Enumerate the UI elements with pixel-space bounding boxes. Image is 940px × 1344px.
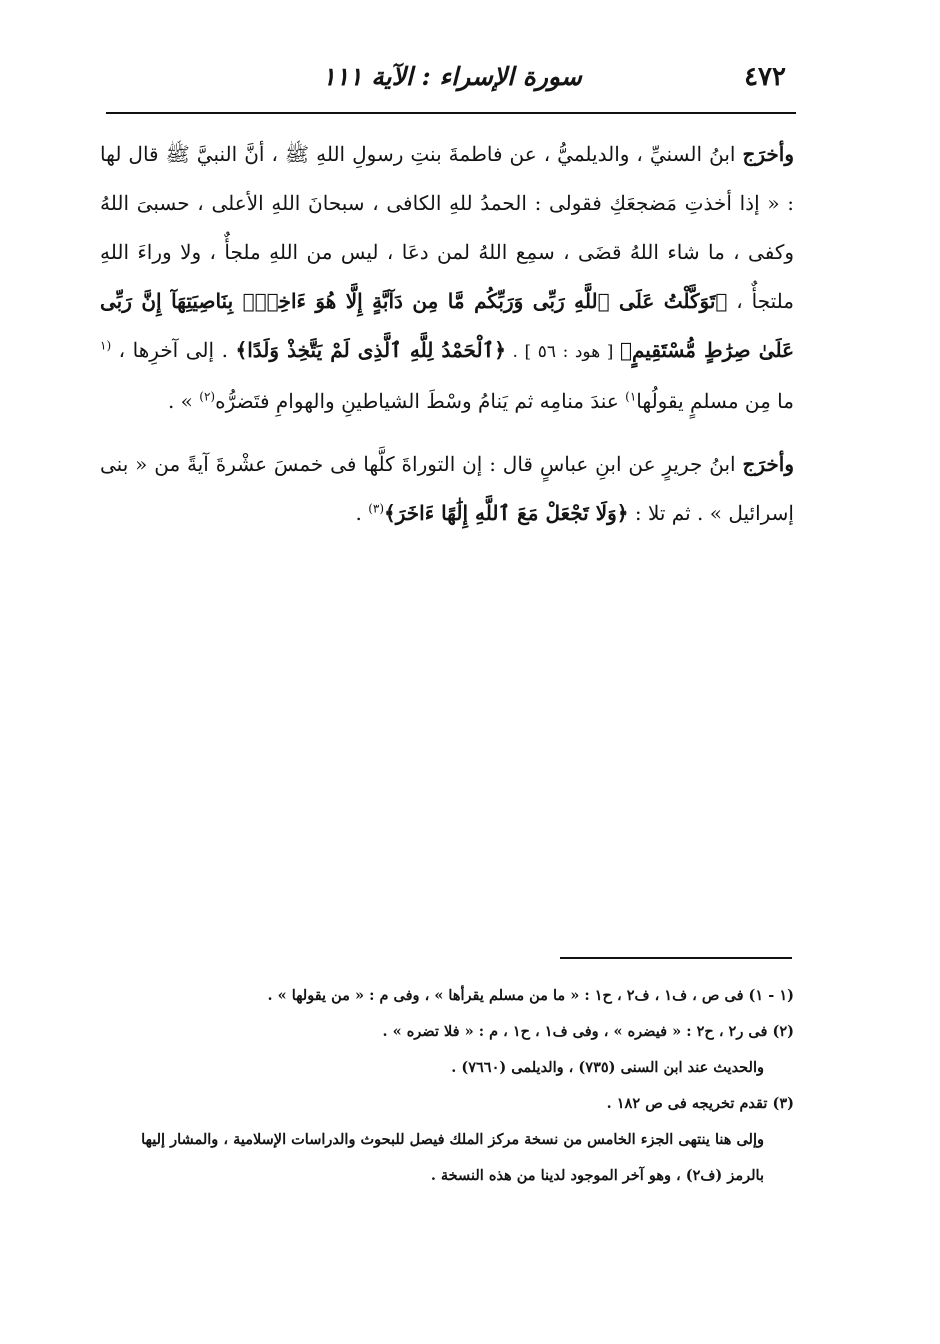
text-run: » . xyxy=(167,389,200,413)
text-run: ابنُ السنيِّ ، والديلميُّ ، عن فاطمةَ بنتِ رسولِ اللهِ ﷺ ، أنَّ النبيَّ ﷺ قال لها : « إذا أخذتِ مَضجعَكِ فقولى : الحمدُ للهِ الكافى ، سبحانَ اللهِ الأعلى ، حسبىَ اللهُ وكفى ، ما شاء اللهُ قضَى ، سمِع اللهُ لمن دعَا ، ليس من اللهِ ملجأٌ ، ولا وراءَ اللهِ ملتجأٌ ، xyxy=(100,142,794,313)
footnote-marker: (١ xyxy=(100,338,112,353)
footnote-2-continuation: والحديث عند ابن السنى (٧٣٥) ، والديلمى (٧٦٦٠) . xyxy=(451,1059,764,1076)
footnote-3: (٣) تقدم تخريجه فى ص ١٨٢ . xyxy=(606,1095,794,1112)
footnote-separator xyxy=(560,957,792,959)
footnote-1: (١ - ١) فى ص ، ف١ ، ف٢ ، ح١ : « ما من مسلم يقرأها » ، وفى م : « من يقولها » . xyxy=(267,987,794,1004)
paragraph-1 xyxy=(100,130,794,426)
main-text xyxy=(100,130,794,538)
paragraph-2 xyxy=(100,440,794,538)
footnote-2: (٢) فى ر٢ ، ح٢ : « فيضره » ، وفى ف١ ، ح١ ، م : « فلا تضره » . xyxy=(382,1023,794,1040)
text-run: ما مِن مسلمٍ يقولُها xyxy=(636,389,794,413)
footnote-marker: (٢) xyxy=(199,389,216,404)
quran-quote: ﴿ٱلْحَمْدُ لِلَّهِ ٱلَّذِى لَمْ يَتَّخِذْ وَلَدًا﴾ xyxy=(235,338,506,362)
text-run: عندَ منامِه ثم يَنامُ وسْطَ الشياطينِ والهوامِ فتَضرُّه xyxy=(215,389,626,413)
quran-quote: ﴿تَوَكَّلْتُ عَلَى ٱللَّهِ رَبِّى وَرَبِّكُم مَّا مِن دَآبَّةٍ إِلَّا هُوَ ءَاخِذٌۢ بِنَاصِيَتِهَآ إِنَّ رَبِّى عَلَىٰ صِرَٰطٍ مُّسْتَقِيمٍ﴾ xyxy=(100,289,795,362)
text-run: ابنُ جريرٍ عن ابنِ عباسٍ قال : إن التوراةَ كلَّها فى خمسَ عشْرةَ آيةً من « بنى إسرائيل » . ثم تلا : xyxy=(100,452,794,525)
page-number: ٤٧٢ xyxy=(744,62,786,92)
surah-reference: [ هود : ٥٦ ] . xyxy=(505,342,620,362)
paragraph-lead: وأخرَج xyxy=(742,142,794,166)
text-run: . إلى آخرِها ، xyxy=(111,338,236,362)
quran-quote: ﴿وَلَا تَجْعَلْ مَعَ ٱللَّهِ إِلَٰهًا ءَاخَرَ﴾ xyxy=(384,501,629,525)
footnote-marker: ١) xyxy=(625,389,637,404)
header-rule xyxy=(106,112,796,114)
page-header xyxy=(110,60,794,100)
footnote-marker: (٣) xyxy=(368,501,385,516)
footnotes xyxy=(108,978,794,1194)
end-note: وإلى هنا ينتهى الجزء الخامس من نسخة مركز الملك فيصل للبحوث والدراسات الإسلامية ، والمشار إليها بالرمز (ف٢) ، وهو آخر الموجود لدينا من هذه النسخة . xyxy=(141,1131,764,1184)
text-run: . xyxy=(355,501,369,525)
paragraph-lead: وأخرَج xyxy=(742,452,794,476)
running-title: سورة الإسراء : الآية ١١١ xyxy=(322,62,582,91)
